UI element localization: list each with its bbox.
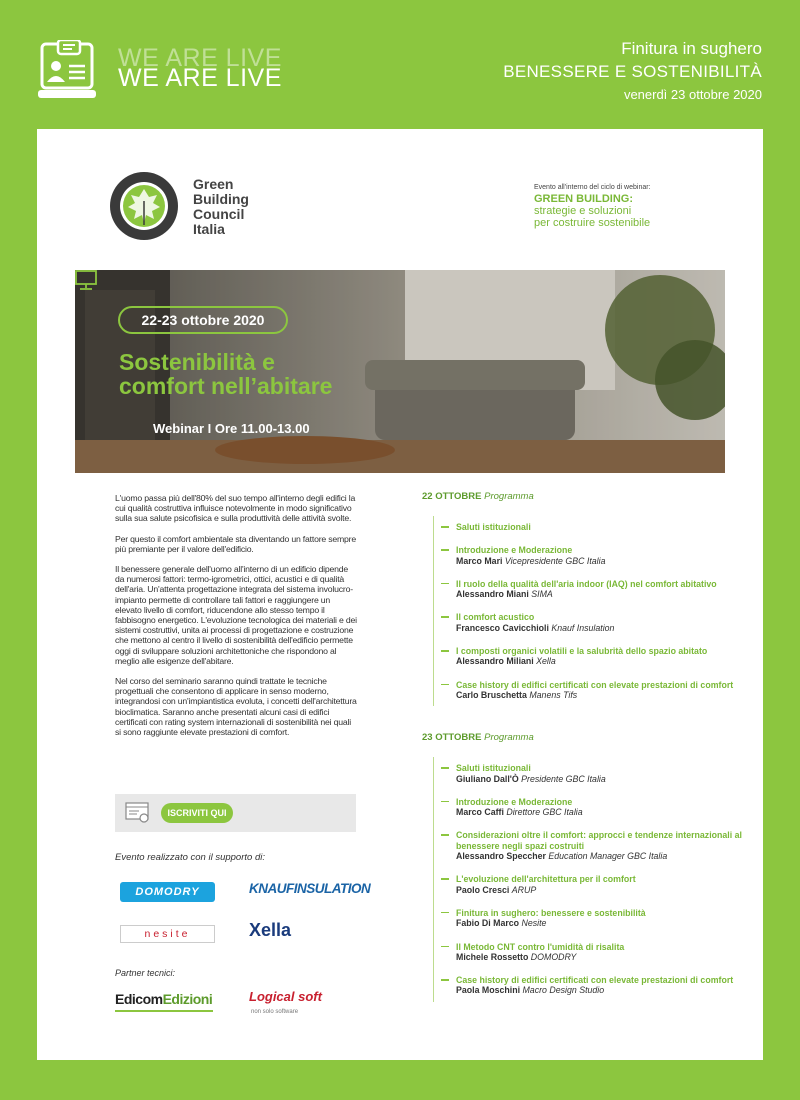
event-dates: 22-23 ottobre 2020: [118, 306, 288, 334]
session-title: Saluti istituzionali: [456, 522, 531, 532]
program-item: [456, 830, 742, 861]
speaker-role: DOMODRY: [530, 951, 577, 962]
gbc-seal-logo: [109, 171, 179, 241]
event-header: [503, 38, 762, 106]
session-title: Case history di edifici certificati con elevate prestazioni di comfort: [456, 975, 734, 986]
edicom-edizioni-logo[interactable]: EdicomEdizioni: [115, 991, 213, 1007]
intro-paragraph: Nel corso del seminario saranno quindi trattate le tecniche progettuali che consentono di applicare in senso moderno, integrandosi con un'impiantistica evoluta, i concetti dell'architettura bioclimatica. Saranno anche presentati alcuni casi di edifici certificati con rating system internazionali di sostenibilità nei quali si sono raggiunte elevate prestazioni di comfort.: [115, 676, 357, 738]
brand-title: WE ARE LIVE: [118, 64, 282, 92]
speaker-role: Macro Design Studio: [522, 985, 605, 996]
program-item: [456, 975, 742, 996]
speaker-name: Alessandro Miliani: [456, 656, 537, 667]
speaker: [456, 656, 742, 666]
nesite-logo[interactable]: nesite: [120, 925, 215, 943]
knauf-insulation-logo[interactable]: KNAUFINSULATION: [249, 881, 371, 896]
program-item: [456, 680, 742, 701]
speaker-name: Carlo Bruschetta: [456, 689, 530, 700]
org-name: Green Building Council Italia: [193, 176, 249, 237]
speaker-name: Alessandro Miani: [456, 589, 532, 600]
edicom-underline: [115, 1010, 213, 1012]
speaker: [456, 851, 742, 861]
speaker: [456, 985, 742, 995]
speaker-role: Education Manager GBC Italia: [548, 851, 668, 862]
speaker-name: Giuliano Dall'Ò: [456, 773, 522, 784]
speaker: [456, 807, 742, 817]
speaker: [456, 774, 742, 784]
program-item: [456, 763, 742, 784]
monitor-icon: [75, 270, 97, 290]
logical-soft-tagline: non solo software: [251, 1009, 299, 1015]
speaker-name: Michele Rossetto: [456, 951, 531, 962]
speaker: [456, 918, 742, 928]
intro-paragraph: Per questo il comfort ambientale sta diventando un fattore sempre più premiante per il valore dell'edificio.: [115, 533, 357, 554]
speaker-role: Xella: [536, 656, 556, 667]
session-title: Il Metodo CNT contro l'umidità di risalita: [456, 941, 625, 952]
speaker-name: Alessandro Speccher: [456, 851, 549, 862]
registration-form-icon: [125, 802, 151, 824]
day1-heading: 22 OTTOBRE Programma: [422, 491, 534, 502]
program-item: [456, 797, 742, 818]
speaker: [456, 885, 742, 895]
speaker: [456, 623, 742, 633]
session-title: L'evoluzione dell'architettura per il comfort: [456, 874, 636, 885]
program-item: [456, 942, 742, 963]
speaker-role: Nesite: [521, 918, 547, 929]
day1-timeline: [433, 516, 742, 706]
speaker-role: SIMA: [531, 589, 553, 600]
speaker-role: Direttore GBC Italia: [506, 807, 583, 818]
webinar-laptop-icon: [36, 40, 98, 102]
cycle-subtitle-2: per costruire sostenibile: [534, 217, 651, 229]
signup-button[interactable]: ISCRIVITI QUI: [161, 803, 233, 823]
intro-paragraph: L'uomo passa più dell'80% del suo tempo all'interno degli edifici la cui qualità costruttiva influisce notevolmente in modo significativo sulla sua salute psicofisica e sulla produttività delle attività svolte.: [115, 493, 356, 524]
xella-logo[interactable]: Xella: [249, 920, 292, 940]
speaker: [456, 952, 742, 962]
webinar-cycle: [534, 183, 734, 229]
speaker-role: Knauf Insulation: [551, 622, 615, 633]
event-date: venerdì 23 ottobre 2020: [623, 87, 762, 102]
program-item: [456, 522, 742, 532]
intro-paragraph: Il benessere generale dell'uomo all'interno di un edificio dipende da numerosi fattori: termo-igrometrici, ottici, acustici e di qualità dell'aria. Un'attenta progettazione integrata del sistema involucro-impianto permette di controllare tali fattori e raggiungere un elevato livello di comfort, riducendone allo stesso tempo il fabbisogno energetico. L'evoluzione tecnologica dei materiali e dei sistemi costruttivi, unita ai processi di progettazione e costruzione che mettono al centro il livello di sostenibilità dell'edificio permette oggi di sviluppare soluzioni architettoniche che rispondono al meglio alle esigenze dell'abitare.: [115, 564, 357, 666]
program-item: [456, 908, 742, 929]
domodry-logo[interactable]: DOMODRY: [120, 882, 215, 902]
program-item: [456, 612, 742, 633]
webinar-time: Webinar I Ore 11.00-13.00: [153, 421, 310, 436]
signup-box: [115, 794, 356, 832]
event-title: Sostenibilità e comfort nell’abitare: [119, 349, 333, 399]
program-item: [456, 579, 742, 600]
day2-timeline: [433, 757, 742, 1001]
session-title: Saluti istituzionali: [456, 763, 531, 774]
cycle-title: GREEN BUILDING:: [534, 193, 633, 205]
logical-soft-logo[interactable]: Logical soft: [249, 989, 322, 1004]
session-title: Considerazioni oltre il comfort: approcci e tendenze internazionali al benessere negli spazi costruiti: [456, 830, 742, 851]
brand-ghost: WE ARE LIVE: [118, 44, 282, 72]
speaker-name: Paolo Cresci: [456, 884, 512, 895]
topic-line1: Finitura in sughero: [621, 39, 762, 58]
flyer-card: [37, 129, 763, 1060]
topic-line2: BENESSERE E SOSTENIBILITÀ: [503, 62, 762, 81]
session-title: Il ruolo della qualità dell'aria indoor (IAQ) nel comfort abitativo: [456, 578, 717, 589]
session-title: Finitura in sughero: benessere e sostenibilità: [456, 907, 646, 918]
cycle-subtitle-1: strategie e soluzioni: [534, 205, 632, 217]
partners-label: Partner tecnici:: [115, 968, 176, 978]
speaker: [456, 589, 742, 599]
speaker: [456, 690, 742, 700]
top-banner: [0, 0, 800, 128]
speaker: [456, 556, 742, 566]
session-title: Case history di edifici certificati con elevate prestazioni di comfort: [456, 679, 734, 690]
program-item: [456, 646, 742, 667]
session-title: Introduzione e Moderazione: [456, 796, 573, 807]
session-title: I composti organici volatili e la salubrità dello spazio abitato: [456, 646, 708, 657]
hero-banner: [75, 270, 725, 473]
sponsors-label: Evento realizzato con il supporto di:: [115, 852, 265, 863]
program-item: [456, 874, 742, 895]
speaker-role: ARUP: [511, 884, 537, 895]
speaker-name: Fabio Di Marco: [456, 918, 522, 929]
cycle-intro: Evento all'interno del ciclo di webinar:: [534, 184, 651, 191]
speaker-name: Marco Caffi: [456, 807, 507, 818]
program: [422, 491, 742, 1002]
day2-heading: 23 OTTOBRE Programma: [422, 732, 534, 744]
program-item: [456, 545, 742, 566]
speaker-name: Paola Moschini: [456, 985, 523, 996]
intro-text: [115, 493, 357, 747]
speaker-name: Francesco Cavicchioli: [456, 622, 552, 633]
speaker-name: Marco Mari: [456, 555, 505, 566]
session-title: Il comfort acustico: [456, 612, 535, 623]
session-title: Introduzione e Moderazione: [456, 545, 573, 556]
speaker-role: Vicepresidente GBC Italia: [504, 555, 606, 566]
speaker-role: Presidente GBC Italia: [521, 773, 606, 784]
speaker-role: Manens Tifs: [529, 689, 578, 700]
